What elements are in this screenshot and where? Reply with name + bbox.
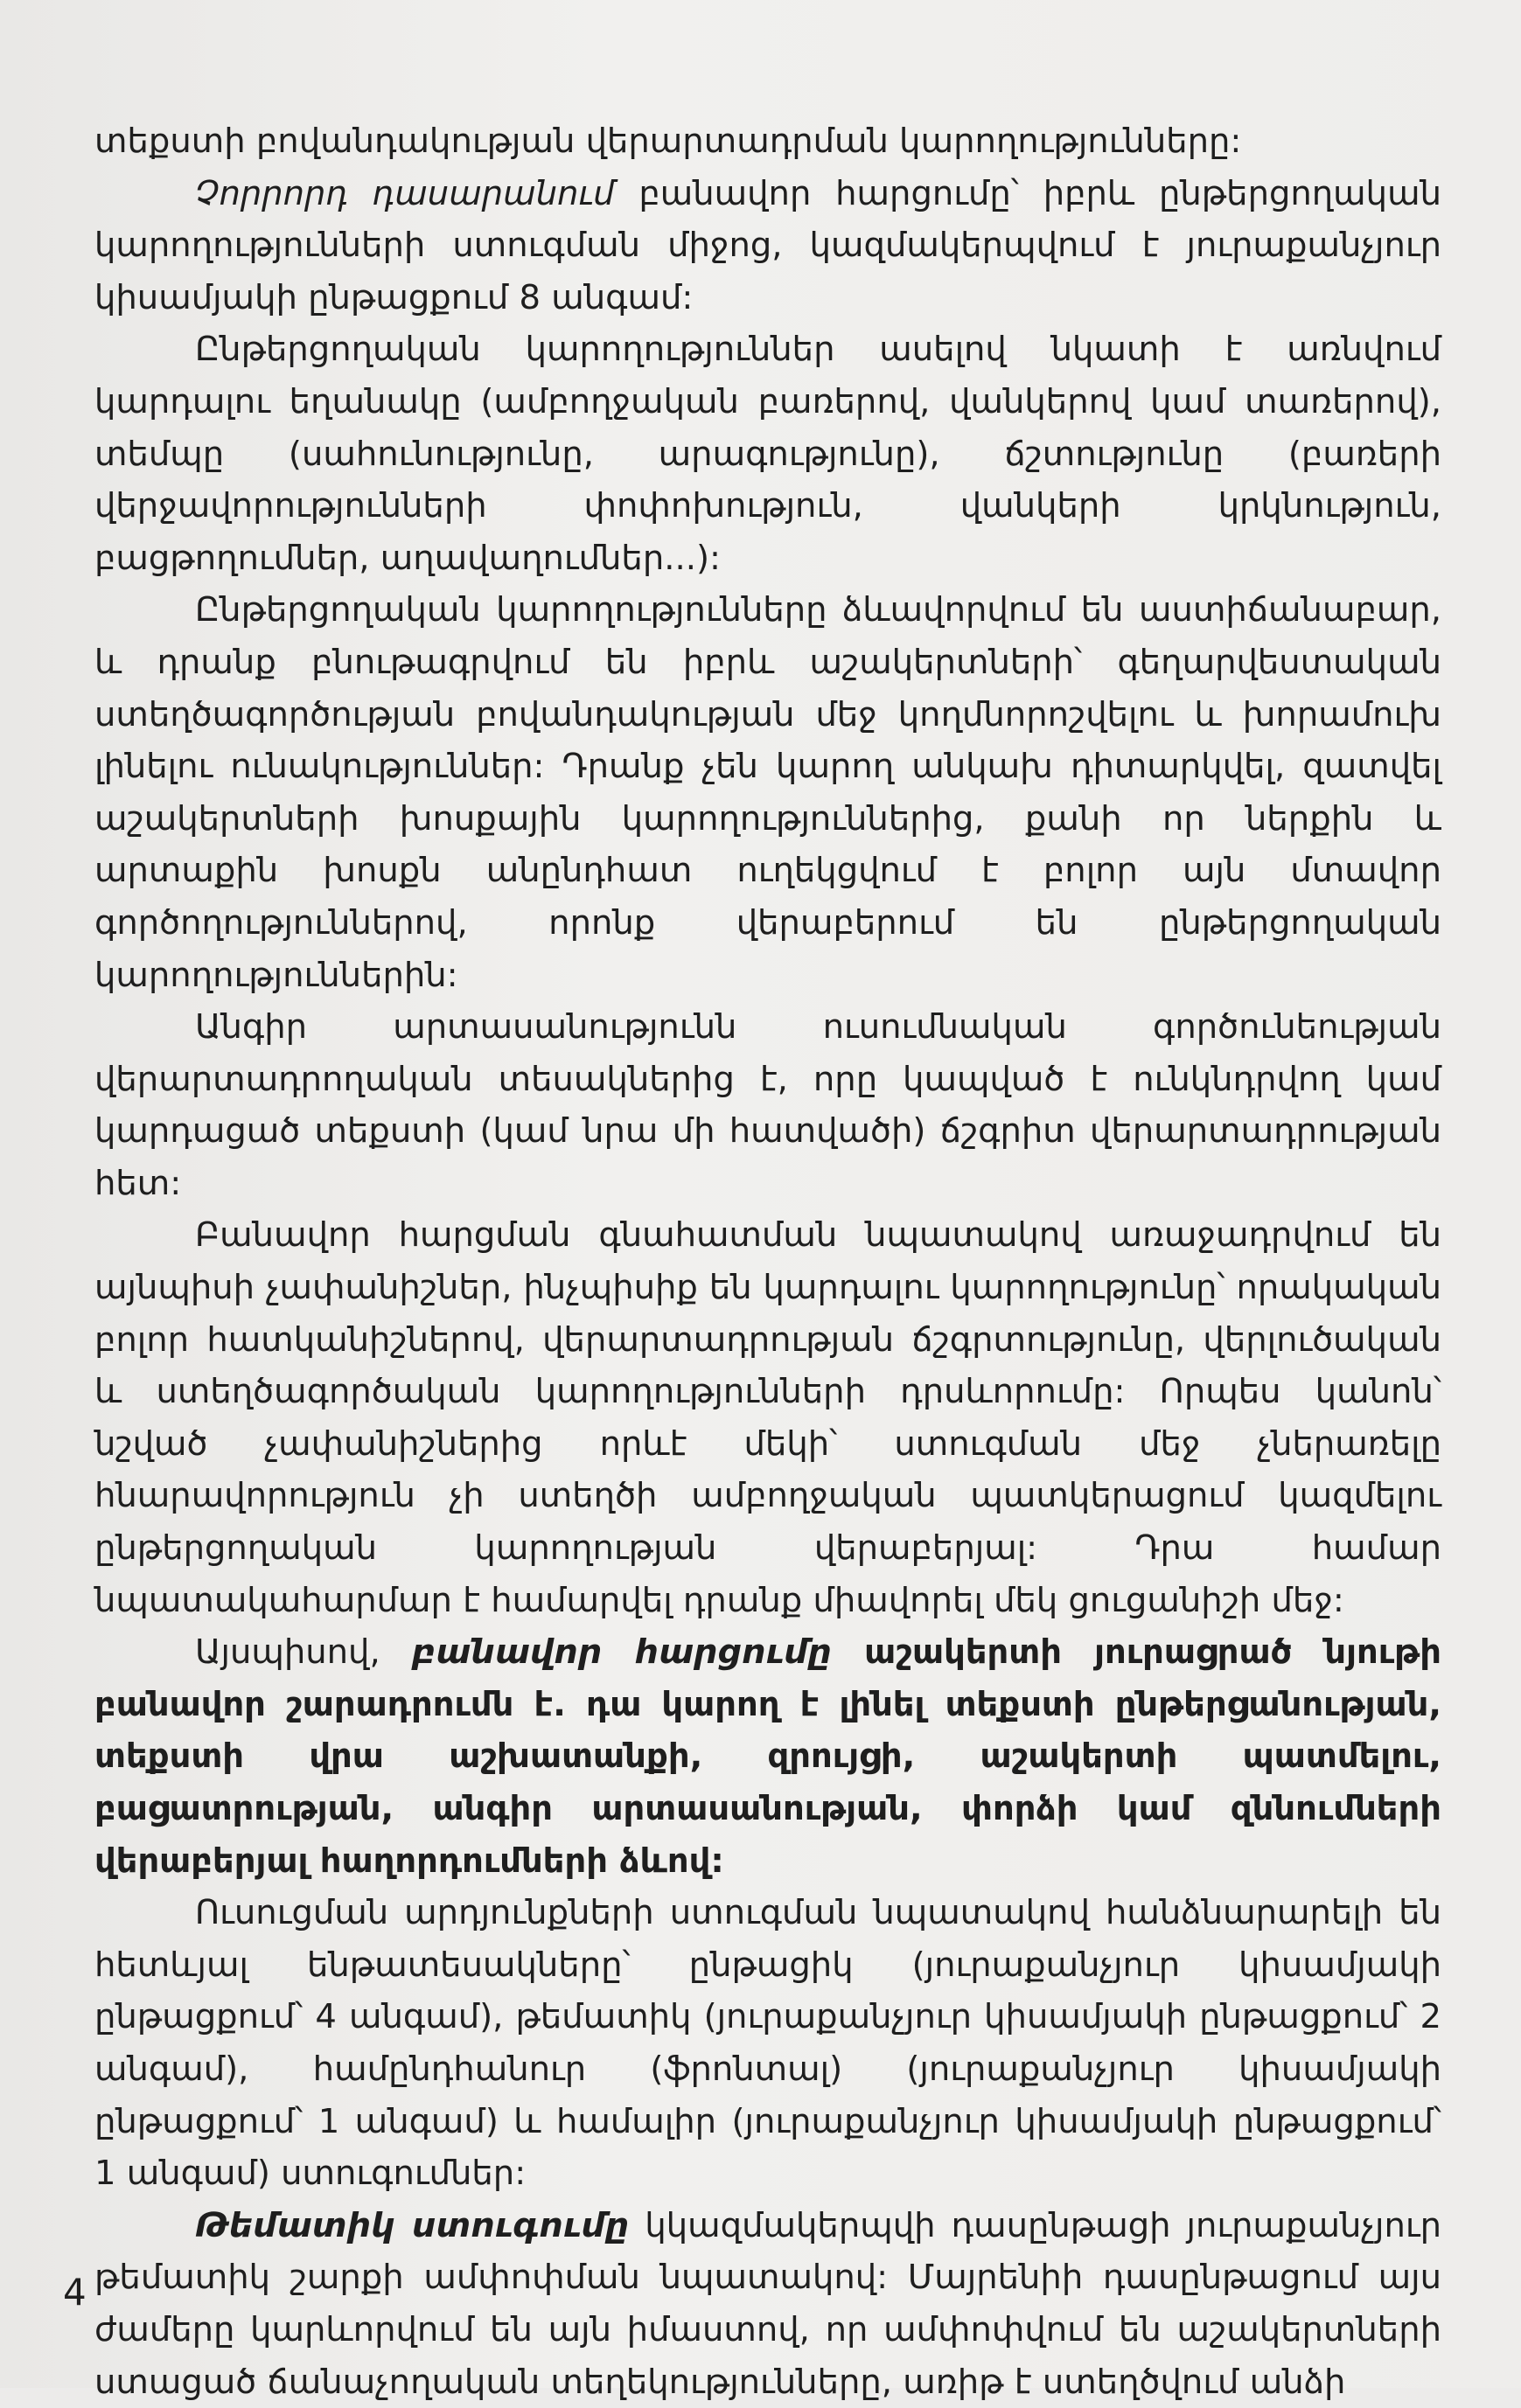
paragraph-p6 <box>94 1209 1441 1626</box>
text-segment: Թեմատիկ ստուգումը <box>195 2205 630 2245</box>
paragraph-p1 <box>94 115 1441 168</box>
text-segment: տեքստի բովանդակության վերարտադրման կարողությունները: <box>94 122 1242 161</box>
paragraph-p5 <box>94 1001 1441 1209</box>
paragraph-p3 <box>94 324 1441 584</box>
paragraph-p8 <box>94 1887 1441 2200</box>
body-text <box>94 115 1441 2408</box>
text-segment: Այսպիսով, <box>195 1632 412 1673</box>
paragraph-p4 <box>94 584 1441 1001</box>
page-number: 4 <box>63 2271 87 2314</box>
paragraph-p9 <box>94 2200 1441 2408</box>
text-segment: կկազմակերպվի դասընթացի յուրաքանչյուր թեմատիկ շարքի ամփոփման նպատակով: Մայրենիի դասընթացում այս ժամերը կարևորվում են այն իմաստով, որ ամփոփվում են աշակերտների ստացած ճանաչողական տեղեկությունները, առիթ է ստեղծվում անձի <box>94 2205 1441 2402</box>
text-segment: Բանավոր հարցման գնահատման նպատակով առաջադրվում են այնպիսի չափանիշներ, ինչպիսիք են կարդալու կարողությունը՝ որակական բոլոր հատկանիշներով, վերարտադրության ճշգրտությունը, վերլուծական և ստեղծագործական կարողությունների դրսևորումը: Որպես կանոն՝ նշված չափանիշներից որևէ մեկի՝ ստուգման մեջ չներառելը հնարավորություն չի ստեղծի ամբողջական պատկերացում կազմելու ընթերցողական կարողության վերաբերյալ: Դրա համար նպատակահարմար է համարվել դրանք միավորել մեկ ցուցանիշի մեջ: <box>94 1215 1441 1620</box>
text-segment: բանավոր հարցումը <box>411 1632 832 1673</box>
text-segment: Ընթերցողական կարողությունները ձևավորվում են աստիճանաբար, և դրանք բնութագրվում են իբրև աշակերտների՝ գեղարվեստական ստեղծագործության բովանդակության մեջ կողմնորոշվելու և խորամուխ լինելու ունակություններ: Դրանք չեն կարող անկախ դիտարկվել, զատվել աշակերտների խոսքային կարողություններից, քանի որ ներքին և արտաքին խոսքն անընդհատ ուղեկցվում է բոլոր այն մտավոր գործողություններով, որոնք վերաբերում են ընթերցողական կարողություններին: <box>94 590 1441 995</box>
paragraph-p2 <box>94 168 1441 324</box>
text-segment: Ուսուցման արդյունքների ստուգման նպատակով հանձնարարելի են հետևյալ ենթատեսակները՝ ընթացիկ (յուրաքանչյուր կիսամյակի ընթացքում՝ 4 անգամ), թեմատիկ (յուրաքանչյուր կիսամյակի ընթացքում՝ 2 անգամ), համընդհանուր (ֆրոնտալ) (յուրաքանչյուր կիսամյակի ընթացքում՝ 1 անգամ) և համալիր (յուրաքանչյուր կիսամյակի ընթացքում՝ 1 անգամ) ստուգումներ: <box>94 1893 1441 2194</box>
paragraph-p7 <box>94 1626 1441 1887</box>
text-segment: Անգիր արտասանությունն ուսումնական գործունեության վերարտադրողական տեսակներից է, որը կապված է ունկնդրվող կամ կարդացած տեքստի (կամ նրա մի հատվածի) ճշգրիտ վերարտադրության հետ: <box>94 1007 1441 1203</box>
text-segment: աշակերտի յուրացրած նյութի բանավոր շարադրումն է. դա կարող է լինել տեքստի ընթերցանության, տեքստի վրա աշխատանքի, զրույցի, աշակերտի պատմելու, բացատրության, անգիր արտասանության, փորձի կամ զննումների վերաբերյալ հաղորդումների ձևով: <box>94 1632 1441 1881</box>
text-segment: Ընթերցողական կարողություններ ասելով նկատի է առնվում կարդալու եղանակը (ամբողջական բառերով, վանկերով կամ տառերով), տեմպը (սահունությունը, արագությունը), ճշտությունը (բառերի վերջավորությունների փոփոխություն, վանկերի կրկնություն, բացթողումներ, աղավաղումներ...): <box>94 330 1441 578</box>
text-segment: Չորրորդ դասարանում <box>195 173 615 213</box>
text-segment: բանավոր հարցումը՝ իբրև ընթերցողական կարողությունների ստուգման միջոց, կազմակերպվում է յուրաքանչյուր կիսամյակի ընթացքում 8 անգամ: <box>94 173 1441 317</box>
